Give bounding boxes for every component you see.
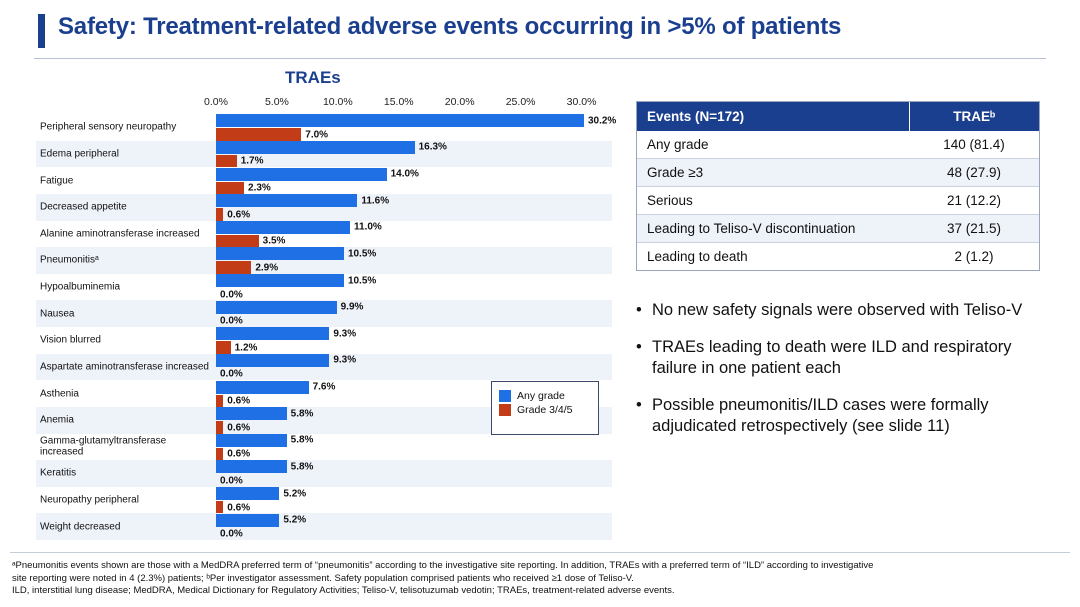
header-accent-bar	[38, 14, 45, 48]
legend-label-any-grade: Any grade	[517, 390, 565, 402]
chart-row	[36, 274, 612, 301]
chart-row	[36, 354, 612, 381]
chart-row	[36, 114, 617, 141]
table-cell-event: Serious	[637, 187, 909, 215]
category-label: Asthenia	[40, 387, 79, 399]
bar-value-any-grade: 9.3%	[333, 328, 357, 340]
bar-value-any-grade: 5.8%	[290, 408, 314, 420]
chart-row	[36, 513, 612, 540]
bar-value-any-grade: 14.0%	[390, 168, 419, 180]
chart-title: TRAEs	[285, 68, 341, 87]
bullet-dot-icon: •	[636, 301, 642, 319]
bar-value-any-grade: 16.3%	[418, 141, 447, 153]
table-cell-value: 2 (1.2)	[954, 249, 994, 264]
chart-row	[36, 300, 612, 327]
chart-row	[36, 434, 612, 461]
chart-row	[36, 487, 612, 514]
category-label: Nausea	[40, 307, 75, 319]
bar-value-grade-345: 0.6%	[227, 209, 251, 221]
bar-any-grade	[216, 301, 337, 314]
bar-value-grade-345: 1.7%	[240, 155, 264, 167]
bar-grade-345	[216, 235, 259, 248]
bar-grade-345	[216, 501, 223, 514]
legend-label-grade-345: Grade 3/4/5	[517, 404, 573, 416]
bar-value-grade-345: 3.5%	[262, 235, 286, 247]
bar-grade-345	[216, 128, 301, 141]
bar-any-grade	[216, 487, 279, 500]
bar-value-grade-345: 7.0%	[305, 129, 329, 141]
chart-rows	[36, 114, 617, 540]
bar-grade-345	[216, 155, 237, 168]
chart-row	[36, 141, 612, 168]
x-axis-tick-labels	[36, 96, 612, 112]
footnotes	[12, 560, 1068, 598]
category-label: Peripheral sensory neuropathy	[40, 121, 177, 133]
legend-item-any-grade	[499, 390, 591, 402]
bar-grade-345	[216, 448, 223, 461]
page-title: Safety: Treatment-related adverse events occurring in >5% of patients	[58, 13, 842, 40]
chart-row	[36, 221, 612, 248]
category-label: Decreased appetite	[40, 201, 127, 213]
table-cell-event: Grade ≥3	[637, 159, 909, 187]
bar-grade-345	[216, 421, 223, 434]
chart-row	[36, 167, 612, 194]
bar-any-grade	[216, 114, 584, 127]
bar-any-grade	[216, 168, 387, 181]
bar-any-grade	[216, 354, 329, 367]
bar-grade-345	[216, 261, 251, 274]
bar-any-grade	[216, 247, 344, 260]
footnote-divider	[10, 552, 1070, 553]
key-findings-list	[636, 300, 1040, 454]
table-cell-event: Any grade	[637, 131, 909, 159]
table-header-trae: TRAEᵇ	[909, 102, 1039, 131]
legend-item-grade-345	[499, 404, 591, 416]
table-cell-value: 48 (27.9)	[909, 159, 1039, 187]
bar-value-any-grade: 30.2%	[587, 115, 617, 127]
x-tick-6: 30.0%	[566, 96, 597, 108]
bar-value-any-grade: 11.6%	[361, 195, 390, 207]
bar-grade-345	[216, 341, 231, 354]
bar-value-any-grade: 9.9%	[340, 301, 364, 313]
category-label: Hypoalbuminemia	[40, 281, 121, 293]
category-label: Edema peripheral	[40, 148, 119, 160]
chart-row	[36, 460, 612, 487]
bar-value-any-grade: 5.8%	[290, 461, 314, 473]
bar-value-grade-345: 2.3%	[248, 182, 271, 194]
bar-any-grade	[216, 274, 344, 287]
category-label: Aspartate aminotransferase increased	[40, 361, 209, 373]
bar-value-any-grade: 5.8%	[290, 434, 314, 446]
category-label: Alanine aminotransferase increased	[40, 228, 200, 240]
x-tick-0: 0.0%	[204, 96, 228, 108]
bullet-text: No new safety signals were observed with Teliso-V	[652, 301, 1023, 319]
category-label: Vision blurred	[40, 334, 101, 346]
category-label: Keratitis	[40, 467, 77, 479]
bar-value-grade-345: 0.0%	[220, 368, 243, 380]
bar-value-any-grade: 7.6%	[312, 381, 336, 393]
bar-value-grade-345: 0.0%	[220, 528, 243, 540]
bar-value-any-grade: 9.3%	[333, 354, 357, 366]
bar-value-grade-345: 0.0%	[220, 289, 243, 301]
table-row	[637, 159, 1039, 187]
bar-any-grade	[216, 221, 350, 234]
bullet-dot-icon: •	[636, 396, 642, 415]
table-header-row	[637, 102, 1039, 131]
traes-bar-chart	[36, 96, 617, 540]
bar-any-grade	[216, 327, 329, 340]
header-divider	[34, 58, 1046, 59]
bar-any-grade	[216, 194, 357, 207]
bullet-dot-icon: •	[636, 338, 642, 357]
bullet-text: TRAEs leading to death were ILD and respiratory failure in one patient each	[652, 338, 1012, 378]
bar-any-grade	[216, 434, 287, 447]
bar-any-grade	[216, 381, 309, 394]
chart-row	[36, 327, 612, 354]
bullet-text: Possible pneumonitis/ILD cases were formally adjudicated retrospectively (see slide 11)	[652, 396, 989, 436]
category-label: Weight decreased	[40, 520, 121, 532]
bar-grade-345	[216, 208, 223, 221]
bar-value-any-grade: 11.0%	[354, 221, 382, 233]
bar-value-any-grade: 10.5%	[347, 248, 377, 260]
bar-any-grade	[216, 141, 415, 154]
bar-value-grade-345: 0.0%	[220, 315, 243, 327]
table-cell-value: 140 (81.4)	[909, 131, 1039, 159]
bar-value-grade-345: 0.6%	[227, 395, 251, 407]
legend-swatch-any-grade	[499, 390, 511, 402]
category-label: Pneumonitisᵃ	[40, 254, 99, 266]
chart-row	[36, 247, 612, 274]
footnote-line-1: ᵃPneumonitis events shown are those with a MedDRA preferred term of “pneumonitis” according to the investigative site reporting. In addition, TRAEs with a preferred term of “ILD” according to investigative	[12, 560, 874, 571]
table-row	[637, 131, 1039, 159]
bullet-item	[636, 337, 1040, 379]
table-row	[637, 187, 1039, 215]
slide-header	[0, 0, 1080, 60]
bar-value-grade-345: 0.6%	[227, 422, 251, 434]
table-cell-value: 37 (21.5)	[909, 215, 1039, 243]
x-tick-2: 10.0%	[322, 96, 353, 108]
category-label: Gamma-glutamyltransferase increased	[40, 435, 167, 458]
bar-value-grade-345: 0.6%	[227, 448, 251, 460]
bar-value-any-grade: 10.5%	[347, 275, 377, 287]
table-cell-value: 21 (12.2)	[909, 187, 1039, 215]
x-tick-3: 15.0%	[383, 96, 414, 108]
bar-grade-345	[216, 395, 223, 408]
table-row	[637, 215, 1039, 243]
footnote-line-3: ILD, interstitial lung disease; MedDRA, Medical Dictionary for Regulatory Activities; Teliso-V, telisotuzumab vedotin; TRAEs, treatment-related adverse events.	[12, 585, 675, 597]
chart-row	[36, 194, 612, 221]
legend-swatch-grade-345	[499, 404, 511, 416]
bar-value-any-grade: 5.2%	[283, 514, 307, 526]
category-label: Neuropathy peripheral	[40, 494, 139, 506]
bar-value-grade-345: 0.0%	[220, 475, 243, 487]
chart-plot-area	[36, 114, 617, 540]
trae-summary-table	[636, 101, 1040, 271]
bar-grade-345	[216, 182, 244, 195]
bar-value-grade-345: 2.9%	[255, 262, 279, 274]
bar-any-grade	[216, 407, 287, 420]
category-label: Fatigue	[40, 174, 74, 186]
bar-value-any-grade: 5.2%	[283, 488, 307, 500]
bar-any-grade	[216, 460, 287, 473]
table-row	[637, 243, 1039, 271]
x-tick-5: 25.0%	[505, 96, 536, 108]
table-cell-event: Leading to Teliso-V discontinuation	[637, 215, 909, 243]
chart-legend	[491, 381, 599, 435]
x-tick-4: 20.0%	[444, 96, 475, 108]
category-label: Anemia	[40, 414, 74, 426]
bar-value-grade-345: 0.6%	[227, 502, 251, 514]
bar-any-grade	[216, 514, 279, 527]
bar-value-grade-345: 1.2%	[234, 342, 258, 354]
bullet-item	[636, 300, 1040, 321]
table-cell-event: Leading to death	[647, 249, 748, 264]
footnote-line-2: site reporting were noted in 4 (2.3%) patients; ᵇPer investigator assessment. Safety population comprised patients who received ≥1 dose of Teliso-V.	[12, 572, 634, 584]
x-tick-1: 5.0%	[264, 96, 289, 108]
table-header-events: Events (N=172)	[637, 102, 909, 131]
bullet-item	[636, 395, 1040, 437]
